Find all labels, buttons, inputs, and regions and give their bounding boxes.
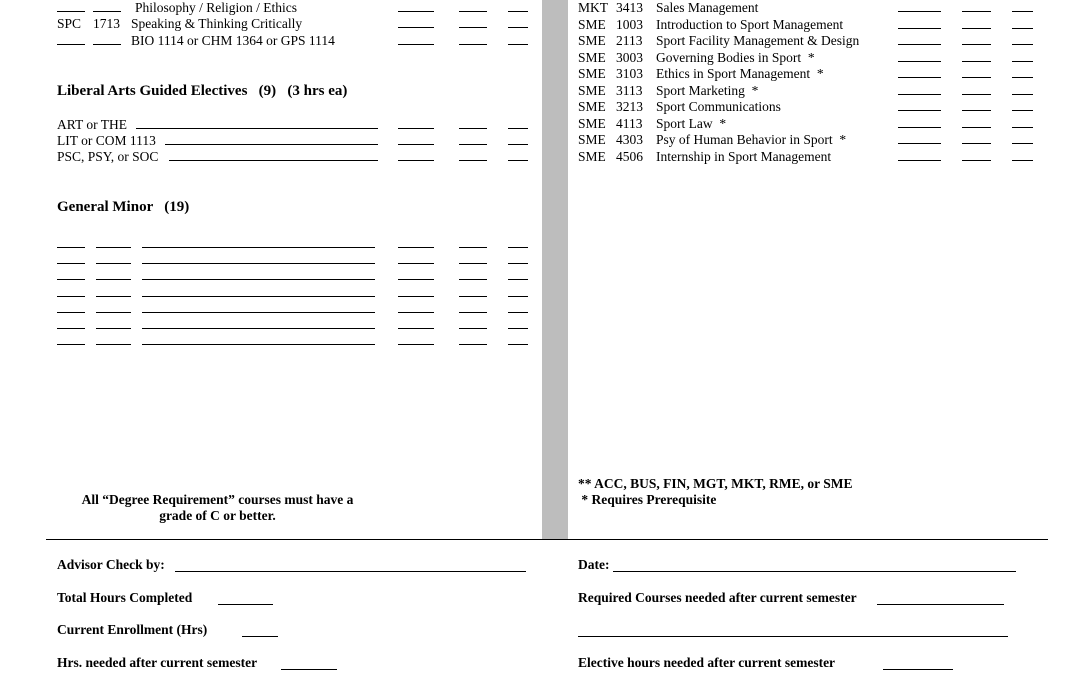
minor-number-blank[interactable] [96, 279, 131, 280]
section-rule [46, 539, 1048, 540]
minor-title-blank[interactable] [142, 279, 375, 280]
grade-blank[interactable] [1012, 11, 1033, 12]
semester-blank[interactable] [459, 44, 487, 45]
course-prefix: MKT [578, 0, 608, 15]
grade-blank[interactable] [508, 296, 528, 297]
minor-number-blank[interactable] [96, 263, 131, 264]
course-number: 4506 [616, 148, 643, 164]
credit-hours-blank[interactable] [398, 279, 434, 280]
date-field[interactable] [613, 571, 1016, 572]
elective-hours-field[interactable] [883, 669, 953, 670]
elective-course-blank[interactable] [169, 160, 378, 161]
semester-blank[interactable] [459, 296, 487, 297]
course-title: Introduction to Sport Management [656, 16, 844, 32]
grade-blank[interactable] [1012, 160, 1033, 161]
required-courses-field-line-2[interactable] [578, 636, 1008, 637]
grade-blank[interactable] [1012, 77, 1033, 78]
course-prefix: SME [578, 115, 606, 131]
grade-blank[interactable] [508, 27, 528, 28]
minor-title-blank[interactable] [142, 247, 375, 248]
minor-title-blank[interactable] [142, 328, 375, 329]
grade-blank[interactable] [1012, 44, 1033, 45]
course-prefix: SME [578, 49, 606, 65]
column-divider [542, 0, 568, 540]
course-title: Sport Facility Management & Design [656, 33, 860, 48]
credit-hours-blank[interactable] [898, 44, 941, 45]
course-prefix-blank[interactable] [57, 44, 85, 45]
hrs-needed-field[interactable] [281, 669, 337, 670]
semester-blank[interactable] [459, 312, 487, 313]
credit-hours-blank[interactable] [398, 344, 434, 345]
course-prefix: SME [578, 148, 606, 164]
elective-option: ART or THE [57, 117, 127, 132]
semester-blank[interactable] [459, 144, 487, 145]
total-hours-label: Total Hours Completed [57, 590, 193, 605]
credit-hours-blank[interactable] [898, 94, 941, 95]
required-courses-field[interactable] [877, 604, 1004, 605]
footnote-prefixes: ** ACC, BUS, FIN, MGT, MKT, RME, or SME [578, 476, 853, 491]
grade-blank[interactable] [1012, 127, 1033, 128]
course-prefix-blank[interactable] [57, 11, 85, 12]
semester-blank[interactable] [459, 328, 487, 329]
minor-number-blank[interactable] [96, 312, 131, 313]
course-title: Sport Law * [656, 115, 727, 131]
grade-blank[interactable] [1012, 143, 1033, 144]
course-title: Sport Communications [656, 99, 781, 114]
credit-hours-blank[interactable] [398, 263, 434, 264]
elective-option: LIT or COM 1113 [57, 133, 156, 148]
credit-hours-blank[interactable] [898, 61, 941, 62]
advisor-check-label: Advisor Check by: [57, 557, 165, 572]
liberal-arts-heading: Liberal Arts Guided Electives (9) (3 hrs ea) [57, 83, 348, 99]
grade-blank[interactable] [508, 144, 528, 145]
advisor-check-field[interactable] [175, 571, 526, 572]
minor-number-blank[interactable] [96, 328, 131, 329]
credit-hours-blank[interactable] [398, 44, 434, 45]
course-number: 3413 [616, 0, 643, 15]
credit-hours-blank[interactable] [898, 143, 941, 144]
credit-hours-blank[interactable] [898, 110, 941, 111]
course-prefix: SME [578, 16, 606, 32]
elective-hours-label: Elective hours needed after current semester [578, 655, 836, 670]
semester-blank[interactable] [459, 27, 487, 28]
semester-blank[interactable] [962, 44, 991, 45]
course-title: Sport Marketing * [656, 82, 759, 98]
course-title: Ethics in Sport Management * [656, 66, 824, 81]
course-prefix: SME [578, 66, 606, 81]
elective-option: PSC, PSY, or SOC [57, 149, 159, 164]
credit-hours-blank[interactable] [898, 11, 941, 12]
course-number-blank[interactable] [93, 11, 121, 12]
grade-blank[interactable] [1012, 110, 1033, 111]
grade-blank[interactable] [508, 279, 528, 280]
semester-blank[interactable] [962, 11, 991, 12]
course-number: 1713 [93, 16, 120, 31]
credit-hours-blank[interactable] [898, 160, 941, 161]
semester-blank[interactable] [459, 160, 487, 161]
minor-title-blank[interactable] [142, 296, 375, 297]
semester-blank[interactable] [459, 247, 487, 248]
grade-blank[interactable] [508, 247, 528, 248]
semester-blank[interactable] [459, 263, 487, 264]
credit-hours-blank[interactable] [898, 28, 941, 29]
semester-blank[interactable] [962, 127, 991, 128]
semester-blank[interactable] [962, 61, 991, 62]
course-number-blank[interactable] [93, 44, 121, 45]
minor-title-blank[interactable] [142, 344, 375, 345]
course-prefix: SPC [57, 16, 82, 31]
hrs-needed-label: Hrs. needed after current semester [57, 655, 258, 670]
grade-blank[interactable] [508, 344, 528, 345]
semester-blank[interactable] [459, 11, 487, 12]
minor-title-blank[interactable] [142, 263, 375, 264]
credit-hours-blank[interactable] [398, 247, 434, 248]
credit-hours-blank[interactable] [398, 11, 434, 12]
minor-prefix-blank[interactable] [57, 263, 85, 264]
course-title: Internship in Sport Management [656, 148, 832, 164]
grade-blank[interactable] [508, 160, 528, 161]
credit-hours-blank[interactable] [398, 144, 434, 145]
course-title: Philosophy / Religion / Ethics [135, 0, 298, 15]
total-hours-field[interactable] [218, 604, 273, 605]
general-minor-heading: General Minor (19) [57, 199, 190, 215]
grade-blank[interactable] [508, 312, 528, 313]
degree-requirement-note [60, 492, 375, 524]
semester-blank[interactable] [459, 128, 487, 129]
date-label: Date: [578, 557, 610, 572]
credit-hours-blank[interactable] [398, 312, 434, 313]
minor-prefix-blank[interactable] [57, 312, 85, 313]
credit-hours-blank[interactable] [898, 77, 941, 78]
credit-hours-blank[interactable] [398, 128, 434, 129]
note-line-2: grade of C or better. [159, 508, 276, 523]
credit-hours-blank[interactable] [398, 328, 434, 329]
course-prefix: SME [578, 99, 606, 114]
semester-blank[interactable] [962, 94, 991, 95]
grade-blank[interactable] [1012, 61, 1033, 62]
semester-blank[interactable] [962, 143, 991, 144]
course-number: 1003 [616, 16, 643, 32]
grade-blank[interactable] [508, 44, 528, 45]
required-courses-label: Required Courses needed after current semester [578, 590, 857, 605]
minor-number-blank[interactable] [96, 344, 131, 345]
credit-hours-blank[interactable] [398, 27, 434, 28]
current-enrollment-field[interactable] [242, 636, 278, 637]
course-number: 3003 [616, 49, 643, 65]
course-number: 3103 [616, 66, 643, 81]
minor-number-blank[interactable] [96, 296, 131, 297]
minor-prefix-blank[interactable] [57, 279, 85, 280]
semester-blank[interactable] [459, 344, 487, 345]
elective-course-blank[interactable] [136, 128, 378, 129]
footnote-prerequisite: * Requires Prerequisite [578, 492, 717, 507]
course-title: Governing Bodies in Sport * [656, 49, 815, 65]
grade-blank[interactable] [1012, 28, 1033, 29]
course-number: 4113 [616, 115, 643, 131]
course-prefix: SME [578, 132, 606, 147]
course-title: BIO 1114 or CHM 1364 or GPS 1114 [131, 33, 335, 48]
minor-prefix-blank[interactable] [57, 328, 85, 329]
minor-number-blank[interactable] [96, 247, 131, 248]
course-number: 3213 [616, 99, 643, 114]
semester-blank[interactable] [962, 110, 991, 111]
minor-prefix-blank[interactable] [57, 296, 85, 297]
semester-blank[interactable] [962, 77, 991, 78]
semester-blank[interactable] [962, 160, 991, 161]
grade-blank[interactable] [508, 263, 528, 264]
course-title: Sales Management [656, 0, 759, 15]
grade-blank[interactable] [508, 128, 528, 129]
course-title: Psy of Human Behavior in Sport * [656, 132, 847, 147]
credit-hours-blank[interactable] [898, 127, 941, 128]
course-number: 2113 [616, 33, 643, 48]
elective-course-blank[interactable] [165, 144, 378, 145]
current-enrollment-label: Current Enrollment (Hrs) [57, 622, 208, 637]
minor-prefix-blank[interactable] [57, 247, 85, 248]
minor-title-blank[interactable] [142, 312, 375, 313]
course-prefix: SME [578, 33, 606, 48]
semester-blank[interactable] [962, 28, 991, 29]
credit-hours-blank[interactable] [398, 296, 434, 297]
course-prefix: SME [578, 82, 606, 98]
course-number: 3113 [616, 82, 643, 98]
semester-blank[interactable] [459, 279, 487, 280]
grade-blank[interactable] [1012, 94, 1033, 95]
minor-prefix-blank[interactable] [57, 344, 85, 345]
grade-blank[interactable] [508, 328, 528, 329]
course-title: Speaking & Thinking Critically [131, 16, 303, 31]
credit-hours-blank[interactable] [398, 160, 434, 161]
grade-blank[interactable] [508, 11, 528, 12]
course-number: 4303 [616, 132, 643, 147]
note-line-1: All “Degree Requirement” courses must have a [81, 492, 354, 507]
